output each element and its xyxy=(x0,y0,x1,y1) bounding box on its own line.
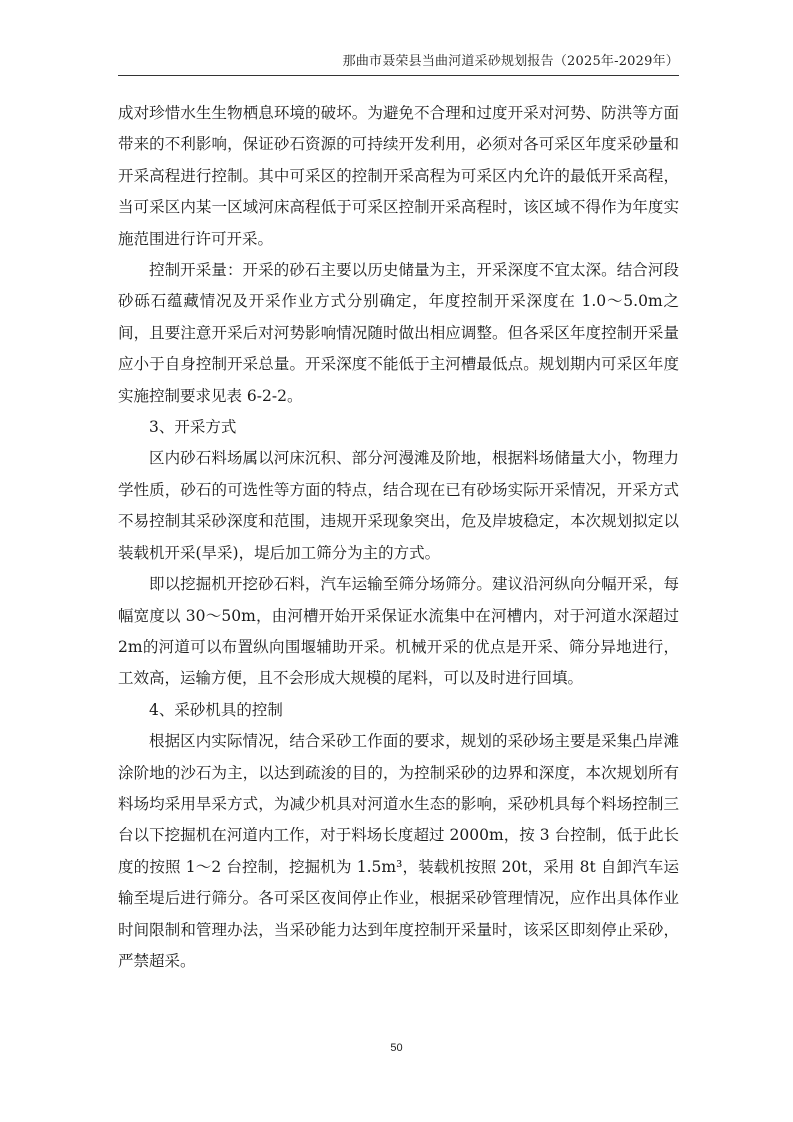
section-heading-equipment-control: 4、采砂机具的控制 xyxy=(149,700,283,719)
header-divider xyxy=(118,75,679,76)
paragraph-excavation: 即以挖掘机开挖砂石料，汽车运输至筛分场筛分。建议沿河纵向分幅开采，每幅宽度以 30～50m，由河槽开始开采保证水流集中在河槽内，对于河道水深超过 2m的河道可以布置纵向围堰辅助开采。机械开采的优点是开采、筛分异地进行，工效高，运输方便，且不会形成大规模的尾料，可以及时进行回填。 xyxy=(118,575,679,688)
section-heading-mining-method: 3、开采方式 xyxy=(149,418,237,437)
paragraph-mining-method: 区内砂石料场属以河床沉积、部分河漫滩及阶地，根据料场储量大小，物理力学性质，砂石的可选性等方面的特点，结合现在已有砂场实际开采情况，开采方式不易控制其采砂深度和范围，违规开采现象突出，危及岸坡稳定，本次规划拟定以装载机开采(旱采)，堤后加工筛分为主的方式。 xyxy=(118,449,679,562)
paragraph-control-volume: 控制开采量：开采的砂石主要以历史储量为主，开采深度不宜太深。结合河段砂砾石蕴藏情况及开采作业方式分别确定，年度控制开采深度在 1.0～5.0m之间，且要注意开采后对河势影响情况随时做出相应调整。但各采区年度控制开采量应小于自身控制开采总量。开采深度不能低于主河槽最低点。规划期内可采区年度实施控制要求见表 6-2-2。 xyxy=(118,261,679,405)
document-body xyxy=(118,98,679,977)
page-number: 50 xyxy=(390,1042,403,1054)
paragraph-1: 成对珍惜水生生物栖息环境的破坏。为避免不合理和过度开采对河势、防洪等方面带来的不利影响，保证砂石资源的可持续开发利用，必须对各可采区年度采砂量和开采高程进行控制。其中可采区的控制开采高程为可采区内允许的最低开采高程，当可采区内某一区域河床高程低于可采区控制开采高程时，该区域不得作为年度实施范围进行许可开采。 xyxy=(118,104,679,248)
running-header: 那曲市聂荣县当曲河道采砂规划报告（2025年-2029年） xyxy=(342,54,679,69)
paragraph-equipment-control: 根据区内实际情况，结合采砂工作面的要求，规划的采砂场主要是采集凸岸滩涂阶地的沙石为主，以达到疏浚的目的，为控制采砂的边界和深度，本次规划所有料场均采用旱采方式，为减少机具对河道水生态的影响，采砂机具每个料场控制三台以下挖掘机在河道内工作，对于料场长度超过 2000m，按 3 台控制，低于此长度的按照 1～2 台控制，挖掘机为 1.5m³，装载机按照 20t，采用 8t 自卸汽车运输至堤后进行筛分。各可采区夜间停止作业，根据采砂管理情况，应作出具体作业时间限制和管理办法，当采砂能力达到年度控制开采量时，该采区即刻停止采砂，严禁超采。 xyxy=(118,732,679,970)
